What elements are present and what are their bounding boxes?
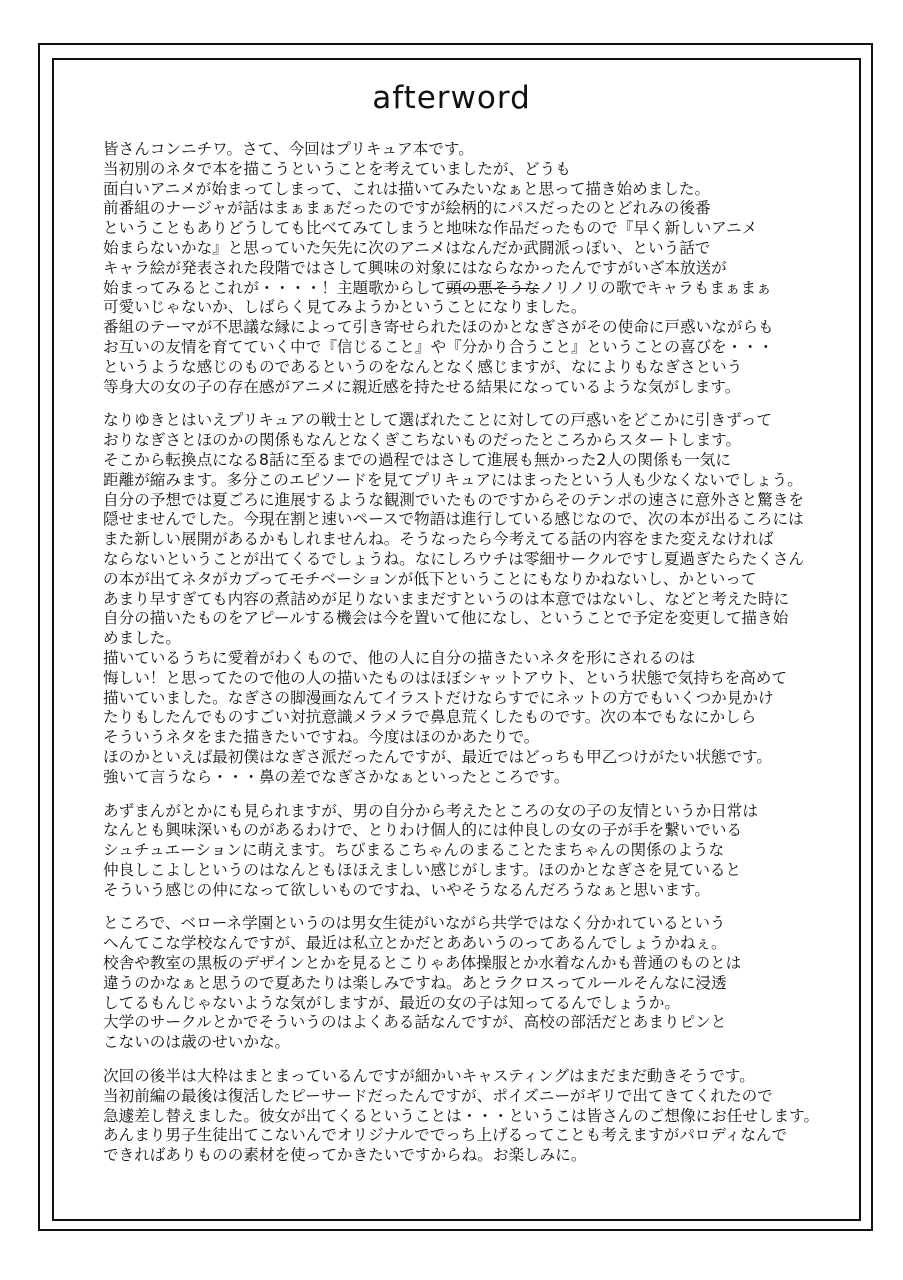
text-line: 始まらないかな』と思っていた矢先に次のアニメはなんだか武闘派っぽい、という話で xyxy=(103,238,711,257)
text-line: あんまり男子生徒出てこないんでオリジナルででっち上げるってことも考えますがパロディなんで xyxy=(103,1126,788,1145)
text-line: キャラ絵が発表された段階ではさして興味の対象にはならなかったんですがいざ本放送が xyxy=(103,258,727,277)
text-line: ということもありどうしても比べてみてしまうと地味な作品だったもので『早く新しいアニメ xyxy=(103,219,758,238)
text-line: してるもんじゃないような気がしますが、最近の女の子は知ってるんでしょうか。 xyxy=(103,993,680,1012)
text-line: ところで、ベローネ学園というのは男女生徒がいながら共学ではなく分かれているという xyxy=(103,914,726,933)
text-line: ならないということが出てくるでしょうね。なにしろウチは零細サークルですし夏過ぎたらたくさん xyxy=(103,549,805,568)
paragraph xyxy=(103,914,863,1053)
text-line: 校舎や教室の黒板のデザインとかを見るとこりゃあ体操服とか水着なんかも普通のものとは xyxy=(103,954,742,973)
page-title: afterword xyxy=(372,80,531,116)
text-line: 次回の後半は大枠はまとまっているんですが細かいキャスティングはまだまだ動きそうです。 xyxy=(103,1067,755,1086)
text-line: 悔しい！と思ってたので他の人の描いたものはほぼシャットアウト、という状態で気持ちを高めて xyxy=(103,668,787,687)
struck-through-text: 頭の悪そうな xyxy=(446,278,540,297)
text-line: 大学のサークルとかでそういうのはよくある話なんですが、高校の部活だとあまりピンと xyxy=(103,1013,727,1032)
text-line: たりもしたんでものすごい対抗意識メラメラで鼻息荒くしたものです。次の本でもなにかしら xyxy=(103,708,757,727)
text-line: 強いて言うなら・・・鼻の差でなぎさかなぁといったところです。 xyxy=(103,767,570,786)
text-line: 皆さんコンニチワ。さて、今回はプリキュア本です。 xyxy=(103,140,474,158)
text-line: 自分の描いたものをアピールする機会は今を置いて他になし、ということで予定を変更して描き始 xyxy=(103,609,789,628)
text-line: ほのかといえば最初僕はなぎさ派だったんですが、最近ではどっちも甲乙つけがたい状態です。 xyxy=(103,747,772,766)
text-line: そういう感じの仲になって欲しいものですね、いやそうなるんだろうなぁと思います。 xyxy=(103,880,710,899)
afterword-body xyxy=(103,140,863,1180)
text-line: おりなぎさとほのかの関係もなんとなくぎこちないものだったところからスタートします。 xyxy=(103,431,742,450)
text-line: 面白いアニメが始まってしまって、これは描いてみたいなぁと思って描き始めました。 xyxy=(103,179,711,198)
text-line: こないのは歳のせいかな。 xyxy=(103,1033,291,1052)
text-line: 描いているうちに愛着がわくもので、他の人に自分の描きたいネタを形にされるのは xyxy=(103,648,696,667)
text-line: 可愛いじゃないか、しばらく見てみようかということになりました。 xyxy=(103,298,587,317)
text-line: シュチュエーションに萌えます。ちびまるこちゃんのまることたまちゃんの関係のような xyxy=(103,841,725,860)
text-line: へんてこな学校なんですが、最近は私立とかだとああいうのってあるんでしょうかねぇ。 xyxy=(103,934,727,953)
text-line: 番組のテーマが不思議な縁によって引き寄せられたほのかとなぎさがその使命に戸惑いながらも xyxy=(103,318,774,337)
text-line: 急遽差し替えました。彼女が出てくるということは・・・というこは皆さんのご想像にお任せします。 xyxy=(103,1106,820,1125)
text-segment: ノリノリの歌でキャラもまぁまぁ xyxy=(539,278,772,297)
text-line: 隠せませんでした。今現在割と速いペースで物語は進行している感じなので、次の本が出るころには xyxy=(103,510,804,529)
text-line: 違うのかなぁと思うので夏あたりは楽しみですね。あとラクロスってルールそんなに浸透 xyxy=(103,973,727,992)
text-line xyxy=(103,279,863,299)
text-line: そういうネタをまた描きたいですね。今度はほのかあたりで。 xyxy=(103,728,540,747)
text-line: 距離が縮みます。多分このエピソードを見てプリキュアにはまったという人も少なくないでしょう。 xyxy=(103,470,803,489)
paragraph xyxy=(103,411,863,787)
text-line: 描いていました。なぎさの脚漫画なんてイラストだけならすでにネットの方でもいくつか見かけ xyxy=(103,688,774,707)
text-line: お互いの友情を育てていく中で『信じること』や『分かり合うこと』ということの喜びを・・・ xyxy=(103,337,774,356)
text-segment: 始まってみるとこれが・・・・！主題歌からして xyxy=(103,278,447,297)
text-line: 仲良しこよしというのはなんともほほえましい感じがします。ほのかとなぎさを見ていると xyxy=(103,860,742,879)
text-line: 当初別のネタで本を描こうということを考えていましたが、どうも xyxy=(103,159,571,178)
paragraph xyxy=(103,802,863,901)
text-line: 当初前編の最後は復活したピーサードだったんですが、ポイズニーがギリで出てきてくれたので xyxy=(103,1086,773,1105)
text-line: めました。 xyxy=(103,629,181,648)
text-line: あずまんがとかにも見られますが、男の自分から考えたところの女の子の友情というか日常は xyxy=(103,801,758,820)
text-line: また新しい展開があるかもしれませんね。そうなったら今考えてる話の内容をまた変えなければ xyxy=(103,530,774,549)
text-line: できればありものの素材を使ってかきたいですからね。お楽しみに。 xyxy=(103,1146,587,1165)
text-line: 前番組のナージャが話はまぁまぁだったのですが絵柄的にパスだったのとどれみの後番 xyxy=(103,199,711,218)
text-line: というような感じのものであるというのをなんとなく感じますが、なによりもなぎさという xyxy=(103,357,743,376)
text-line: 等身大の女の子の存在感がアニメに親近感を持たせる結果になっているような気がします。 xyxy=(103,377,741,396)
text-line: そこから転換点になる8話に至るまでの過程ではさして進展も無かった2人の関係も一気に xyxy=(103,450,731,469)
paragraph xyxy=(103,140,863,397)
paragraph xyxy=(103,1067,863,1166)
text-line: なんとも興味深いものがあるわけで、とりわけ個人的には仲良しの女の子が手を繋いでいる xyxy=(103,821,743,840)
text-line: の本が出てネタがカブってモチベーションが低下ということにもなりかねないし、かといって xyxy=(103,569,757,588)
text-line: 自分の予想では夏ごろに進展するような観測でいたものですからそのテンポの速さに意外さと驚きを xyxy=(103,490,804,509)
text-line: あまり早すぎても内容の煮詰めが足りないままだすというのは本意ではないし、などと考えた時に xyxy=(103,589,790,608)
text-line: なりゆきとはいえプリキュアの戦士として選ばれたことに対しての戸惑いをどこかに引きずって xyxy=(103,411,772,430)
